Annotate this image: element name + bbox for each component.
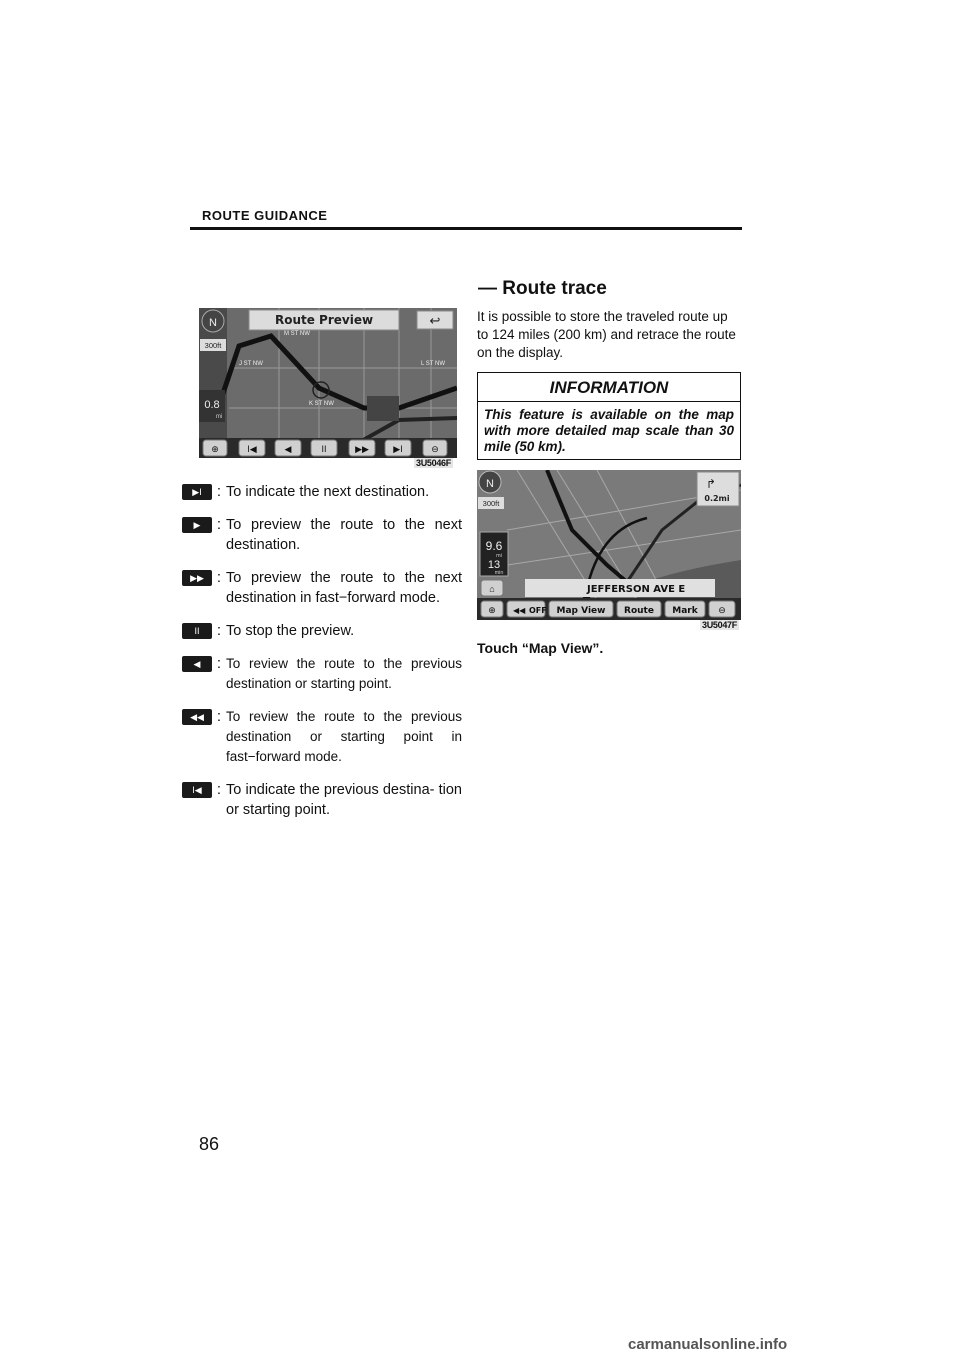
information-body: This feature is available on the map with more detailed map scale than 30 mile (50 km). — [484, 407, 734, 454]
legend-item: II : To stop the preview. — [182, 621, 462, 641]
legend-item: ◀◀ : To review the route to the previous destination or starting point in fast−forward mode. — [182, 707, 462, 767]
footer-watermark: carmanualsonline.info — [628, 1336, 788, 1353]
fast-forward-icon: ▶▶ — [182, 570, 212, 586]
turn-distance: 0.2mi — [704, 494, 730, 503]
page-number: 86 — [199, 1134, 220, 1154]
distance-unit-2: mi — [496, 553, 502, 559]
legend-item: I◀ : To indicate the previous destina- tion or starting point. — [182, 780, 462, 820]
intro-paragraph: It is possible to store the traveled route up to 124 miles (200 km) and retrace the route on the display. — [477, 309, 736, 360]
prev-destination-icon: I◀ — [247, 444, 257, 454]
header-title: ROUTE GUIDANCE — [202, 208, 328, 223]
map-scale-2: 300ft — [482, 499, 500, 508]
instruction-text: Touch “Map View”. — [477, 640, 604, 656]
back-icon: ↩ — [429, 313, 441, 328]
time-value: 13 — [487, 559, 501, 571]
street-label: K ST NW — [309, 401, 334, 407]
legend-text: To review the route to the previous destination or starting point. — [226, 656, 462, 691]
section-title: — Route trace — [478, 278, 607, 299]
distance-value-1: 0.8 — [204, 399, 220, 411]
review-icon: ◀ — [284, 444, 292, 454]
zoom-out-icon: ⊖ — [718, 605, 726, 615]
north-up-icon: ⌂ — [489, 584, 495, 594]
legend-item: ▶I : To indicate the next destination. — [182, 482, 462, 502]
mark-button: Mark — [672, 606, 698, 616]
information-box — [477, 372, 741, 460]
legend-text: To indicate the previous destina- tion or starting point. — [226, 782, 462, 818]
legend-item: ▶▶ : To preview the route to the next destination in fast−forward mode. — [182, 568, 462, 608]
zoom-out-icon: ⊖ — [431, 444, 439, 454]
rewind-icon: ◀◀ — [513, 606, 526, 615]
screenshot-code-2: 3U5047F — [702, 620, 737, 630]
icon-legend — [182, 482, 462, 833]
street-banner: JEFFERSON AVE E — [587, 584, 686, 595]
pause-icon: II — [321, 444, 327, 454]
next-destination-icon: ▶I — [393, 444, 403, 454]
preview-icon: ▶ — [182, 517, 212, 533]
route-preview-title: Route Preview — [274, 313, 374, 327]
header-rule — [190, 227, 742, 230]
compass-icon: N — [486, 478, 494, 490]
next-destination-icon: ▶I — [182, 484, 212, 500]
legend-text: To indicate the next destination. — [226, 484, 430, 500]
legend-text: To review the route to the previous destination or starting point in fast−forward mode. — [226, 709, 462, 764]
distance-value-2: 9.6 — [485, 539, 503, 553]
zoom-in-icon: ⊕ — [211, 444, 219, 454]
prev-destination-icon: I◀ — [182, 782, 212, 798]
fast-forward-icon: ▶▶ — [355, 444, 369, 454]
review-icon: ◀ — [182, 656, 212, 672]
street-label: M ST NW — [284, 331, 310, 337]
legend-item: ◀ : To review the route to the previous destination or starting point. — [182, 654, 462, 694]
screenshot-code-1: 3U5046F — [416, 458, 451, 468]
pause-icon: II — [182, 623, 212, 639]
route-trace-screenshot — [477, 470, 741, 620]
turn-arrow-icon: ↱ — [705, 477, 717, 491]
route-button: Route — [624, 606, 654, 616]
legend-text: To preview the route to the next destination. — [226, 517, 462, 553]
fast-review-icon: ◀◀ — [182, 709, 212, 725]
map-view-button: Map View — [556, 606, 606, 616]
time-unit: min — [494, 570, 504, 576]
route-preview-screenshot — [199, 308, 457, 458]
off-button: OFF — [529, 606, 547, 615]
zoom-in-icon: ⊕ — [488, 605, 496, 615]
legend-text: To stop the preview. — [226, 623, 355, 639]
information-heading: INFORMATION — [478, 373, 740, 402]
street-label: L ST NW — [421, 361, 446, 367]
map-scale-1: 300ft — [204, 341, 222, 350]
street-label: J ST NW — [239, 361, 263, 367]
compass-icon: N — [209, 317, 217, 329]
legend-item: ▶ : To preview the route to the next destination. — [182, 515, 462, 555]
legend-text: To preview the route to the next destination in fast−forward mode. — [226, 570, 462, 606]
distance-unit-1: mi — [215, 414, 223, 420]
